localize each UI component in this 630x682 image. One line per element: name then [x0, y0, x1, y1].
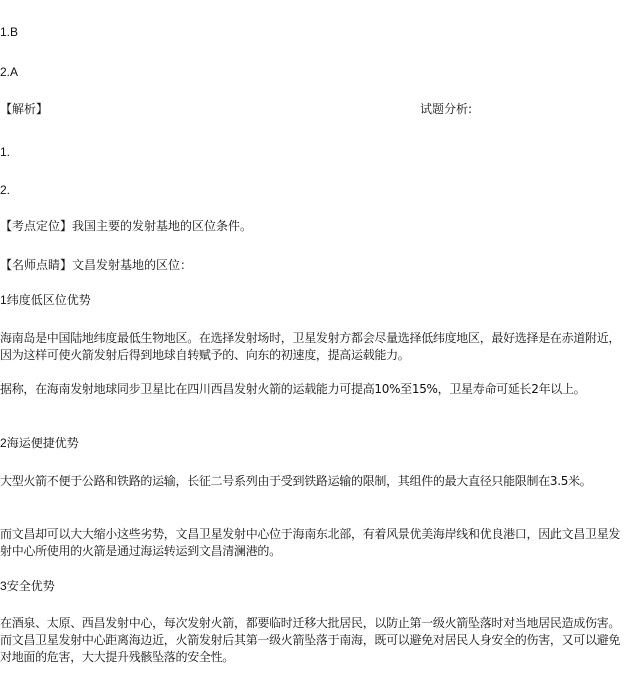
answer-2: 2.A — [0, 65, 19, 79]
dianjing-label: 【名师点睛】 — [0, 258, 73, 272]
kaodian-label: 【考点定位】 — [0, 219, 73, 233]
kaodian-text: 我国主要的发射基地的区位条件。 — [72, 219, 253, 233]
analysis-item-1: 1. — [0, 145, 11, 159]
section-title: 安全优势 — [6, 579, 55, 593]
section-title: 纬度低区位优势 — [6, 293, 91, 307]
section-title: 海运便捷优势 — [6, 436, 79, 450]
section-number: 3 — [0, 579, 7, 593]
analysis-label: 【解析】 — [0, 102, 49, 116]
section-2-paragraph-1: 大型火箭不便于公路和铁路的运输，长征二号系列由于受到铁路运输的限制，其组件的最大直径只能限制在3.5米。 — [0, 474, 592, 488]
section-1-paragraph-2: 据称，在海南发射地球同步卫星比在四川西昌发射火箭的运载能力可提高10%至15%，卫星寿命可延长2年以上。 — [0, 382, 586, 396]
answer-1: 1.B — [0, 25, 19, 39]
section-3-heading — [0, 578, 55, 594]
section-number: 1 — [0, 293, 7, 307]
dianjing-line — [0, 257, 192, 273]
section-2-paragraph-2: 而文昌却可以大大缩小这些劣势，文昌卫星发射中心位于海南东北部，有着风景优美海岸线和优良港口，因此文昌卫星发射中心所使用的火箭是通过海运转运到文昌清澜港的。 — [0, 527, 621, 558]
kaodian-line — [0, 218, 252, 234]
section-1-paragraph-1: 海南岛是中国陆地纬度最低生物地区。在选择发射场时，卫星发射方都会尽量选择低纬度地区，最好选择是在赤道附近，因为这样可使火箭发射后得到地球自转赋予的、向东的初速度，提高运载能力。 — [0, 331, 621, 362]
dianjing-text: 文昌发射基地的区位： — [72, 258, 193, 272]
analysis-right-label: 试题分析: — [420, 102, 473, 116]
section-1-heading — [0, 292, 91, 308]
section-2-heading — [0, 435, 79, 451]
section-number: 2 — [0, 436, 7, 450]
analysis-item-2: 2. — [0, 183, 11, 197]
section-3-paragraph-1: 在酒泉、太原、西昌发射中心，每次发射火箭，都要临时迁移大批居民，以防止第一级火箭坠落时对当地居民造成伤害。而文昌卫星发射中心距离海边近，火箭发射后其第一级火箭坠落于南海，既可以避免对居民人身安全的伤害，又可以避免对地面的危害，大大提升残骸坠落的安全性。 — [0, 616, 621, 664]
